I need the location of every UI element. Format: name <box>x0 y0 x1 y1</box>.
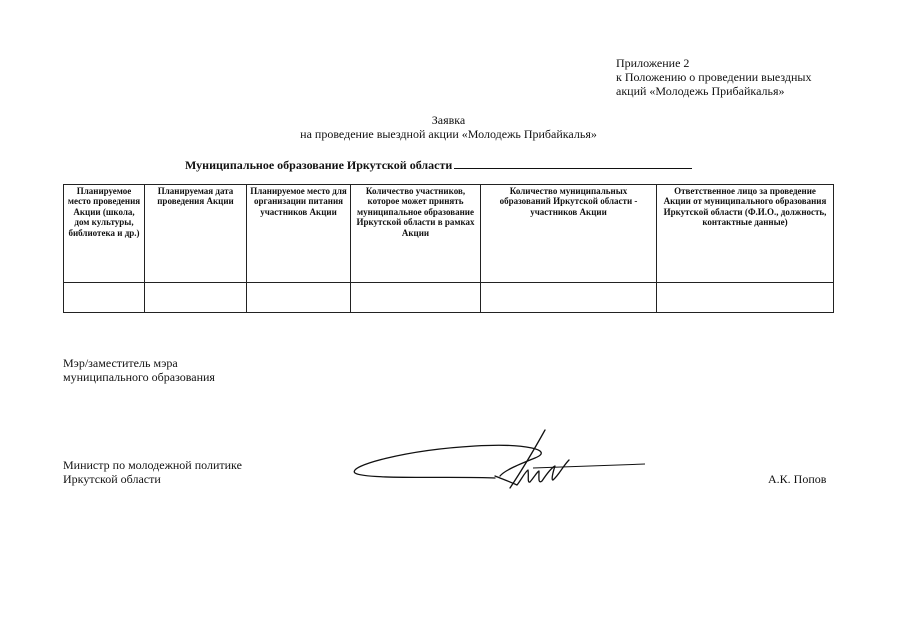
table-cell[interactable] <box>247 283 351 313</box>
minister-line-2: Иркутской области <box>63 472 161 486</box>
mayor-line-1: Мэр/заместитель мэра <box>63 356 178 370</box>
table-cell[interactable] <box>351 283 481 313</box>
header-date: Планируемая дата проведения Акции <box>145 185 247 283</box>
title-line-1: Заявка <box>431 113 466 127</box>
minister-block <box>63 458 242 486</box>
appendix-line-3: акций «Молодежь Прибайкалья» <box>616 84 785 98</box>
municipality-blank-line[interactable] <box>454 156 692 169</box>
header-municipalities-count: Количество муниципальных образований Иркутской области - участников Акции <box>481 185 657 283</box>
header-catering: Планируемое место для организации питания участников Акции <box>247 185 351 283</box>
title-line-2: на проведение выездной акции «Молодежь Прибайкалья» <box>300 127 597 141</box>
municipality-label: Муниципальное образование Иркутской области <box>185 158 453 172</box>
municipality-field <box>185 156 692 173</box>
appendix-line-1: Приложение 2 <box>616 56 690 70</box>
signer-name: А.К. Попов <box>768 472 827 486</box>
header-participants-count: Количество участников, которое может принять муниципальное образование Иркутской области в рамках Акции <box>351 185 481 283</box>
table-cell[interactable] <box>657 283 834 313</box>
table-cell[interactable] <box>64 283 145 313</box>
appendix-line-2: к Положению о проведении выездных <box>616 70 812 84</box>
handwritten-signature <box>345 428 655 498</box>
mayor-line-2: муниципального образования <box>63 370 215 384</box>
minister-line-1: Министр по молодежной политике <box>63 458 242 472</box>
application-table <box>63 184 834 313</box>
appendix-note <box>616 56 812 98</box>
mayor-block <box>63 356 215 384</box>
document-title <box>0 113 897 141</box>
table-cell[interactable] <box>145 283 247 313</box>
table-row <box>64 283 834 313</box>
header-responsible-person: Ответственное лицо за проведение Акции от муниципального образования Иркутской области (Ф.И.О., должность, контактные данные) <box>657 185 834 283</box>
table-header-row <box>64 185 834 283</box>
header-place: Планируемое место проведения Акции (школа, дом культуры, библиотека и др.) <box>64 185 145 283</box>
table-cell[interactable] <box>481 283 657 313</box>
